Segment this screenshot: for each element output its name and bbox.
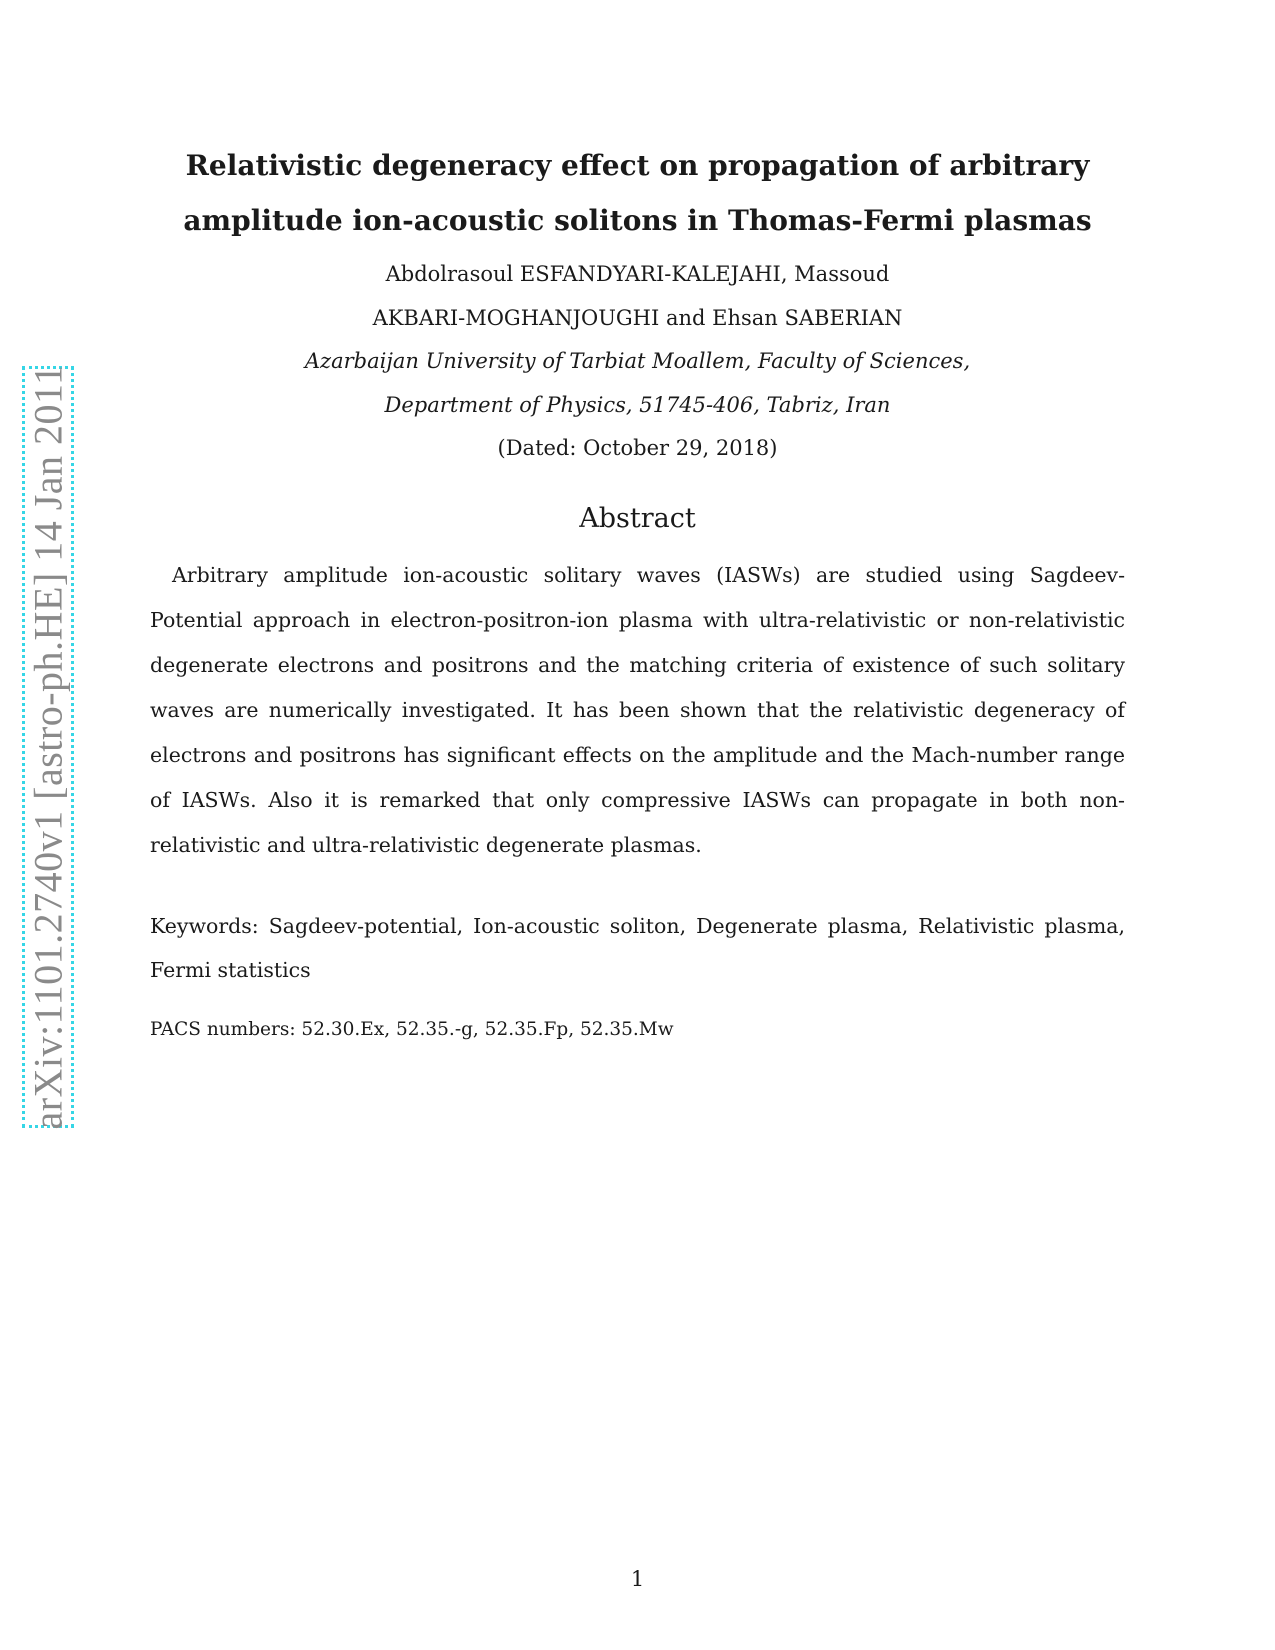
keywords: Keywords: Sagdeev-potential, Ion-acoustic soliton, Degenerate plasma, Relativistic plasma, Fermi statistics [150, 914, 1125, 982]
abstract-heading: Abstract [579, 503, 696, 534]
dated-line: (Dated: October 29, 2018) [497, 436, 778, 460]
authors-line-1: Abdolrasoul ESFANDYARI-KALEJAHI, Massoud [385, 262, 890, 286]
arxiv-identifier: arXiv:1101.2740v1 [astro-ph.HE] 14 Jan 2011 [25, 364, 71, 1130]
authors-line-2: AKBARI-MOGHANJOUGHI and Ehsan SABERIAN [372, 306, 903, 330]
abstract-text: Arbitrary amplitude ion-acoustic solitary waves (IASWs) are studied using Sagdeev-Potential approach in electron-positron-ion plasma with ultra-relativistic or non-relativistic degenerate electrons and positrons and the matching criteria of existence of such solitary waves are numerically investigated. It has been shown that the relativistic degeneracy of electrons and positrons has significant effects on the amplitude and the Mach-number range of IASWs. Also it is remarked that only compressive IASWs can propagate in both non-relativistic and ultra-relativistic degenerate plasmas. [150, 563, 1125, 857]
affiliation-line-1: Azarbaijan University of Tarbiat Moallem, Faculty of Sciences, [304, 349, 971, 373]
arxiv-stamp [22, 366, 74, 1128]
pacs-numbers: PACS numbers: 52.30.Ex, 52.35.-g, 52.35.Fp, 52.35.Mw [150, 1019, 674, 1040]
affiliation-line-2: Department of Physics, 51745-406, Tabriz, Iran [384, 393, 891, 417]
page-number: 1 [630, 1567, 645, 1591]
paper-title: Relativistic degeneracy effect on propagation of arbitrary amplitude ion-acoustic solitons in Thomas-Fermi plasmas [183, 149, 1092, 237]
